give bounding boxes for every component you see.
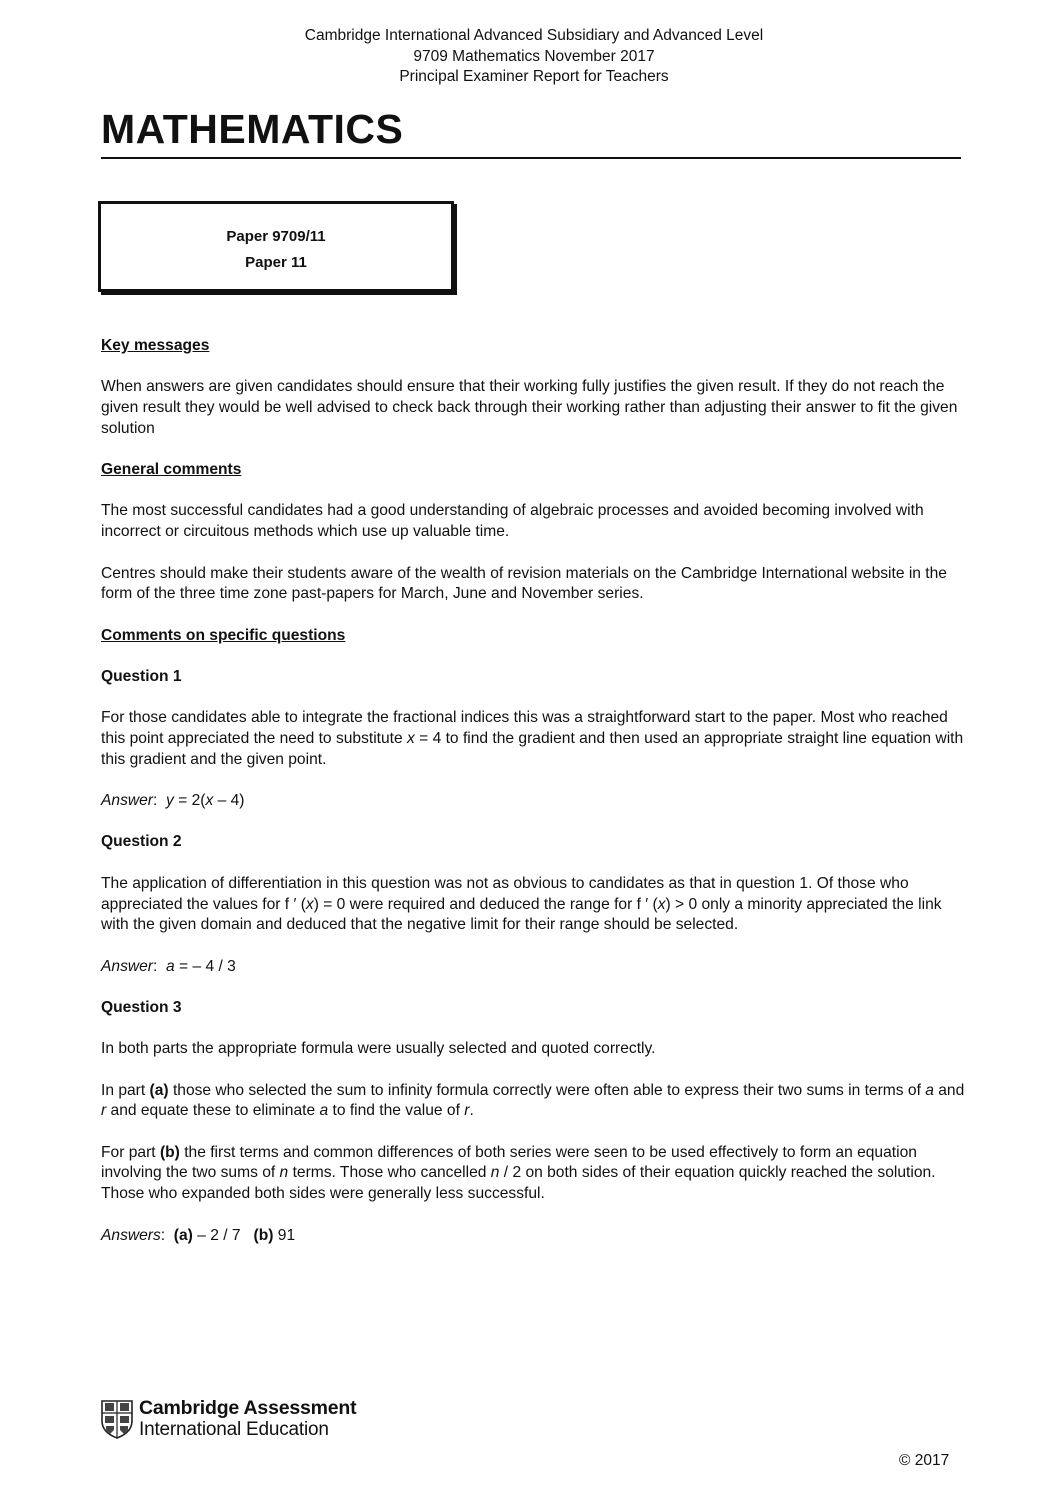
cambridge-logo — [100, 1398, 356, 1440]
question-2-heading: Question 2 — [101, 833, 182, 851]
question-2-answer: Answer: a = – 4 / 3 — [101, 957, 236, 975]
page-title: MATHEMATICS — [101, 106, 404, 152]
logo-line-2: International Education — [139, 1419, 329, 1440]
question-2-text: The application of differentiation in this question was not as obvious to candidates as that in question 1. Of those who appreciated the values for f ′ (x) = 0 were required and deduced the range for f ′ (x) > 0 only a minority appreciated the link with the given domain and deduced that the negative limit for their range should be selected. — [101, 874, 942, 934]
question-3-para-3: For part (b) the first terms and common differences of both series were seen to be used effectively to form an equation involving the two sums of n terms. Those who cancelled n / 2 on both sides of their equation quickly reached the solution. Those who expanded both sides were generally less successful. — [101, 1143, 936, 1203]
question-3-heading: Question 3 — [101, 998, 182, 1016]
logo-line-1: Cambridge Assessment — [139, 1397, 357, 1419]
general-comments-para-1: The most successful candidates had a good understanding of algebraic processes and avoided becoming involved with incorrect or circuitous methods which use up valuable time. — [101, 502, 924, 541]
header-line-3: Principal Examiner Report for Teachers — [399, 68, 669, 85]
question-3-answers: Answers: (a) – 2 / 7 (b) 91 — [101, 1226, 296, 1244]
copyright-notice: © 2017 — [899, 1452, 950, 1469]
paper-number: Paper 11 — [245, 254, 307, 271]
title-divider — [101, 157, 961, 159]
header-line-2: 9709 Mathematics November 2017 — [413, 47, 655, 65]
question-1-text: For those candidates able to integrate the fractional indices this was a straightforward start to the paper. Most who reached this point appreciated the need to substitute x = 4 to find the gradient and then used an appropriate straight line equation with this gradient and the given point. — [101, 709, 964, 768]
paper-code: Paper 9709/11 — [226, 228, 326, 245]
report-header — [0, 26, 1058, 88]
report-body — [101, 336, 966, 1267]
paper-box — [98, 201, 454, 292]
question-1-heading: Question 1 — [101, 667, 182, 685]
general-comments-heading: General comments — [101, 461, 242, 479]
question-3-para-2: In part (a) those who selected the sum to infinity formula correctly were often able to express their two sums in terms of a and r and equate these to eliminate a to find the value of r. — [101, 1081, 965, 1120]
question-1-answer: Answer: y = 2(x – 4) — [101, 792, 245, 810]
general-comments-para-2: Centres should make their students aware of the wealth of revision materials on the Cambridge International website in the form of the three time zone past-papers for March, June and November series. — [101, 564, 947, 603]
question-3-para-1: In both parts the appropriate formula were usually selected and quoted correctly. — [101, 1040, 656, 1058]
header-line-1: Cambridge International Advanced Subsidiary and Advanced Level — [304, 27, 764, 44]
key-messages-heading: Key messages — [101, 337, 210, 354]
cambridge-crest-icon — [100, 1399, 134, 1439]
specific-questions-heading: Comments on specific questions — [101, 626, 346, 644]
key-messages-text: When answers are given candidates should ensure that their working fully justifies the given result. If they do not reach the given result they would be well advised to check back through their working rather than adjusting their answer to fit the given solution — [101, 378, 958, 437]
